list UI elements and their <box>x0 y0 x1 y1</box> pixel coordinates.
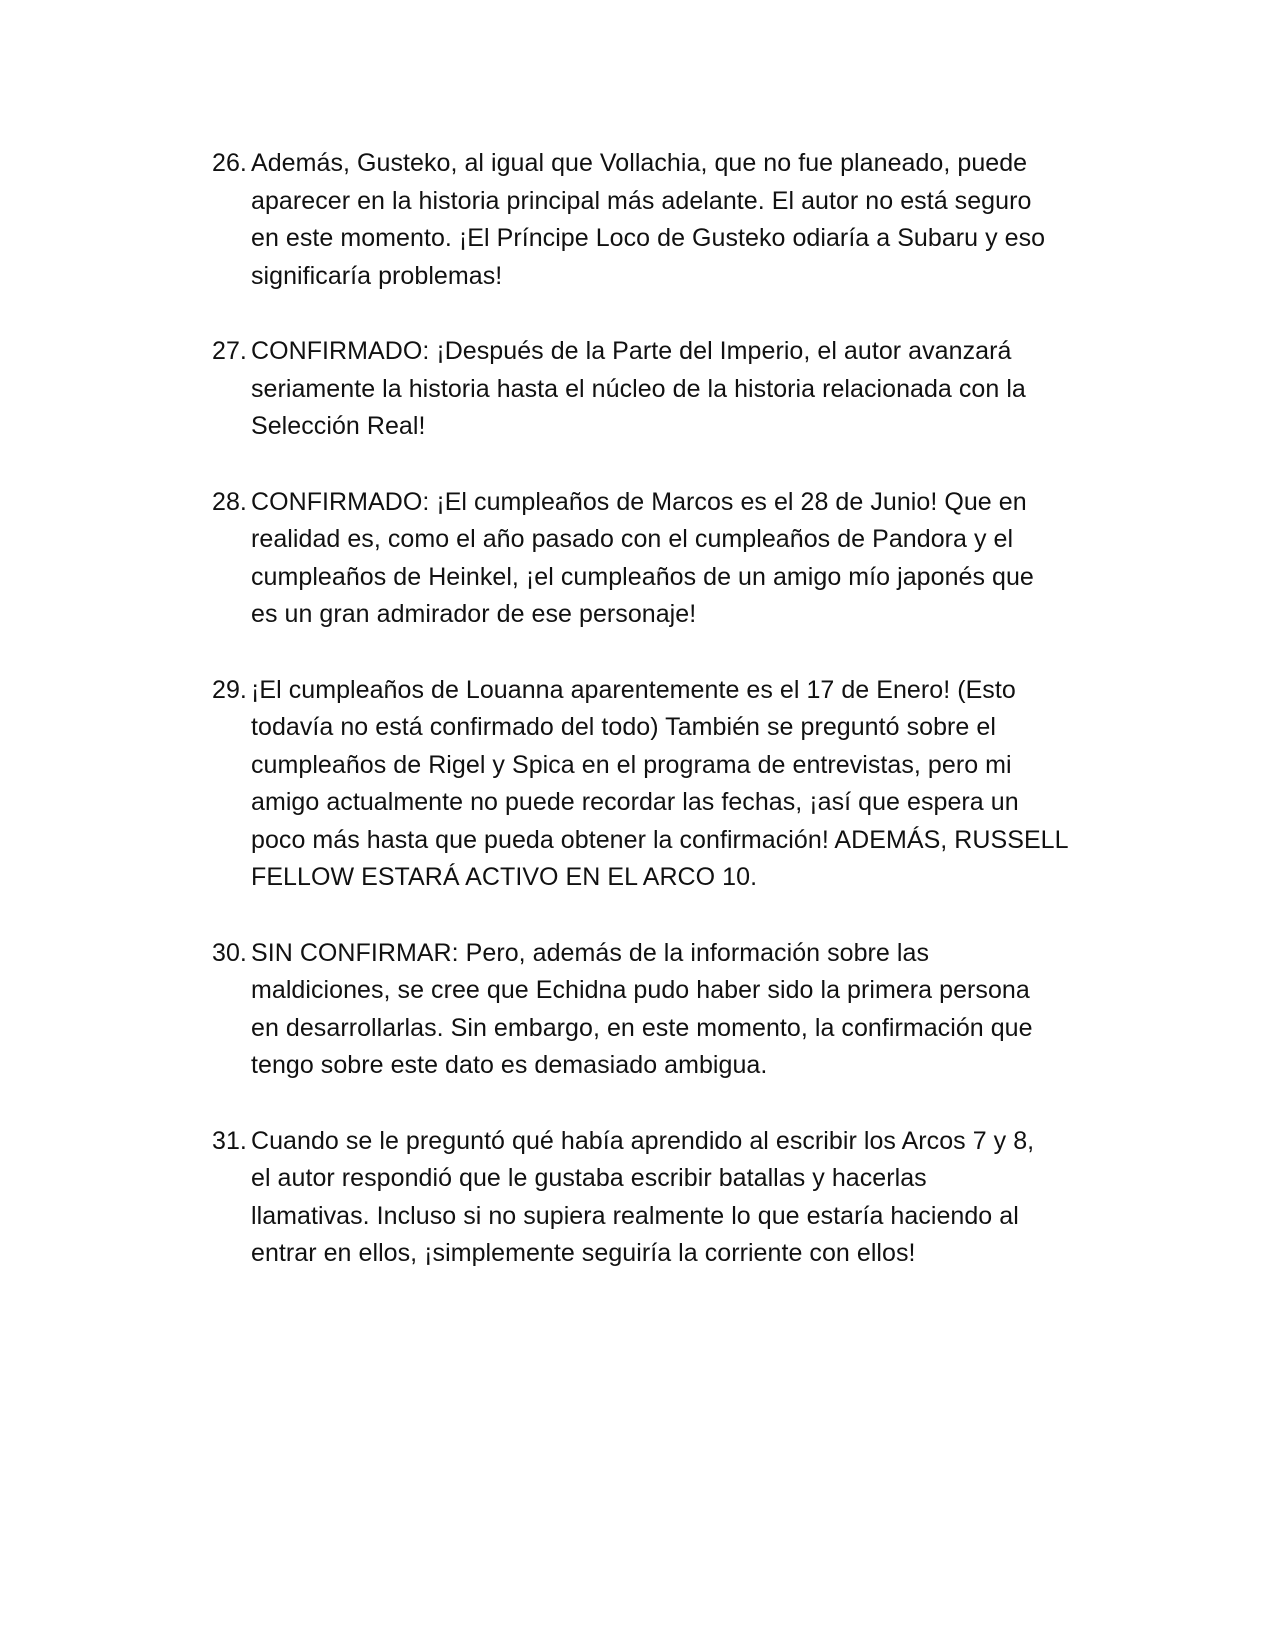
item-number: 31. <box>212 1126 247 1155</box>
item-number: 29. <box>212 675 247 704</box>
list-item-28 <box>212 484 1092 634</box>
item-line: CONFIRMADO: ¡El cumpleaños de Marcos es el 28 de Junio! Que en <box>251 487 1027 516</box>
item-number: 27. <box>212 337 247 365</box>
item-number: 26. <box>212 149 247 177</box>
list-item-27 <box>212 333 1092 446</box>
item-line: CONFIRMADO: ¡Después de la Parte del Imperio, el autor avanzará <box>251 337 1012 365</box>
item-line: cumpleaños de Heinkel, ¡el cumpleaños de un amigo mío japonés que <box>251 562 1034 591</box>
list-item-26 <box>212 145 1092 295</box>
item-line: aparecer en la historia principal más adelante. El autor no está seguro <box>251 186 1032 215</box>
item-line: en este momento. ¡El Príncipe Loco de Gusteko odiaría a Subaru y eso <box>251 224 1046 252</box>
list-item-30 <box>212 935 1092 1085</box>
item-line: ¡El cumpleaños de Louanna aparentemente es el 17 de Enero! (Esto <box>251 675 1016 704</box>
item-number: 28. <box>212 487 247 516</box>
item-line: realidad es, como el año pasado con el cumpleaños de Pandora y el <box>251 525 1014 553</box>
item-line: el autor respondió que le gustaba escribir batallas y hacerlas <box>251 1164 927 1192</box>
item-line: amigo actualmente no puede recordar las fechas, ¡así que espera un <box>251 788 1019 816</box>
item-line: significaría problemas! <box>251 261 503 290</box>
item-line: cumpleaños de Rigel y Spica en el programa de entrevistas, pero mi <box>251 750 1012 779</box>
item-number: 30. <box>212 938 247 967</box>
item-line: llamativas. Incluso si no supiera realmente lo que estaría haciendo al <box>251 1201 1019 1230</box>
item-line: Selección Real! <box>251 412 426 440</box>
item-line: FELLOW ESTARÁ ACTIVO EN EL ARCO 10. <box>251 863 758 891</box>
item-line: en desarrollarlas. Sin embargo, en este momento, la confirmación que <box>251 1013 1033 1042</box>
item-line: SIN CONFIRMAR: Pero, además de la información sobre las <box>251 938 929 967</box>
item-line: todavía no está confirmado del todo) También se preguntó sobre el <box>251 713 996 741</box>
item-line: Además, Gusteko, al igual que Vollachia, que no fue planeado, puede <box>251 149 1028 177</box>
numbered-list <box>212 145 1092 1311</box>
item-line: seriamente la historia hasta el núcleo de la historia relacionada con la <box>251 374 1026 403</box>
item-line: maldiciones, se cree que Echidna pudo haber sido la primera persona <box>251 976 1030 1004</box>
list-item-31 <box>212 1123 1092 1273</box>
item-line: es un gran admirador de ese personaje! <box>251 600 697 628</box>
item-line: entrar en ellos, ¡simplemente seguiría la corriente con ellos! <box>251 1239 916 1267</box>
item-line: tengo sobre este dato es demasiado ambigua. <box>251 1051 768 1079</box>
item-line: poco más hasta que pueda obtener la confirmación! ADEMÁS, RUSSELL <box>251 825 1069 854</box>
list-item-29 <box>212 672 1092 897</box>
item-line: Cuando se le preguntó qué había aprendido al escribir los Arcos 7 y 8, <box>251 1126 1035 1155</box>
